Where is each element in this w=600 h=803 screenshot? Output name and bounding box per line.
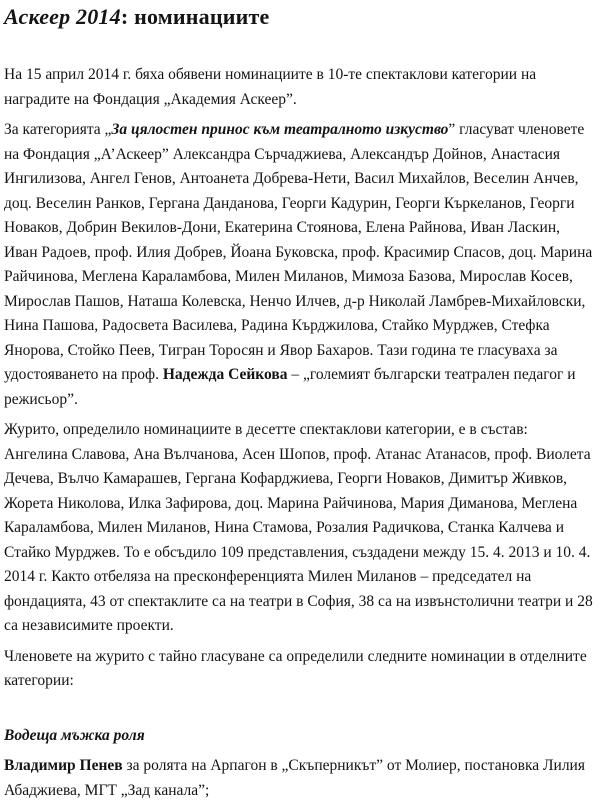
text-run: Владимир Пенев (4, 757, 123, 774)
text-run: Надежда Сейкова (162, 366, 288, 383)
text-run: За категорията „ (4, 121, 112, 138)
text-run: На 15 април 2014 г. бяха обявени номинациите в 10-те спектаклови категории на наградите на Фондация „Академия Аскеер”. (4, 66, 537, 108)
paragraph-jury (4, 418, 595, 639)
text-run: – „големият български театрален педагог и режисьор”. (4, 366, 576, 408)
paragraph-voting-note (4, 645, 595, 694)
category-heading-leading-male-role (4, 724, 595, 749)
text-run: Аскеер 2014 (4, 4, 121, 29)
text-run: Журито, определило номинациите в десетте спектаклови категории, е в състав: Ангелина Славова, Ана Вълчанова, Асен Шопов, проф. Атанас Атанасов, проф. Виолета Дечева, Вълчо Камарашев, Гергана Кофарджиева, Георги Новаков, Димитър Живков, Жорета Николова, Илка Зафирова, доц. Марина Райчинова, Мария Диманова, Меглена Караламбова, Милен Миланов, Нина Стамова, Розалия Радичкова, Станка Калчева и Стайко Мурджев. То е обсъдило 109 представления, създадени между 15. 4. 2013 и 10. 4. 2014 г. Както отбеляза на пресконференцията Милен Миланов – председател на фондацията, 43 от спектаклите са на театри в София, 38 са на извънстолични театри и 28 са независимите проекти. (4, 421, 593, 634)
document-body (4, 3, 595, 803)
text-run: За цялостен принос към театралното изкуство (111, 121, 449, 138)
paragraph-nominee-vladimir-penev (4, 754, 595, 803)
text-run: Водеща мъжка роля (4, 726, 145, 744)
paragraph-announcement (4, 63, 595, 112)
page-title (4, 3, 595, 30)
text-run: Членовете на журито с тайно гласуване са определили следните номинации в отделните категории: (4, 647, 587, 689)
text-run: ” гласуват членовете на Фондация „А’Аскеер” Александра Сърчаджиева, Александър Дойнов, Анастасия Ингилизова, Ангел Генов, Антоанета Добрева-Нети, Васил Михайлов, Веселин Анчев, доц. Веселин Ранков, Гергана Данданова, Георги Кадурин, Георги Къркеланов, Георги Новаков, Добрин Векилов-Дони, Екатерина Стоянова, Елена Райнова, Иван Ласкин, Иван Радоев, проф. Илия Добрев, Йоана Буковска, проф. Красимир Спасов, доц. Марина Райчинова, Меглена Караламбова, Милен Миланов, Мимоза Базова, Мирослав Косев, Мирослав Пашов, Наташа Колевска, Ненчо Илчев, д-р Николай Ламбрев-Михайловски, Нина Пашова, Радосвета Василева, Радина Кърджилова, Стайко Мурджев, Стефка Янорова, Стойко Пеев, Тигран Торосян и Явор Бахаров. Тази година те гласуваха за удостояването на проф. (4, 121, 593, 383)
paragraph-lifetime-award-voters (4, 118, 595, 412)
text-run: : номинациите (120, 4, 270, 29)
text-run: за ролята на Арпагон в „Скъперникът” от Молиер, постановка Лилия Абаджиева, МГТ „Зад канала”; (4, 757, 585, 799)
